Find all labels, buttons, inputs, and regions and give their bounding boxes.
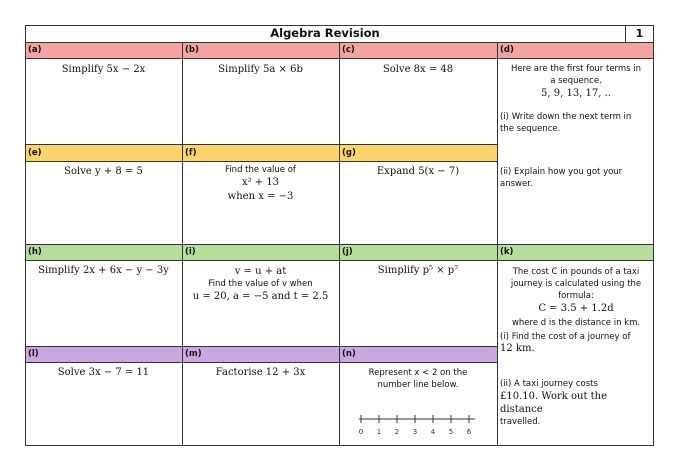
cell-k-label: (k) (500, 247, 514, 257)
page-title: Algebra Revision (270, 26, 380, 40)
cell-n-label: (n) (342, 349, 356, 359)
cell-k-part-i-2: 12 km. (500, 343, 535, 354)
number-line-tick-label: 6 (466, 428, 472, 436)
cell-b-label: (b) (185, 45, 199, 55)
number-line-tick-label: 0 (358, 428, 364, 436)
grid-line (25, 161, 497, 162)
cell-k-part-ii-1: (ii) A taxi journey costs (500, 379, 598, 389)
grid-line (625, 25, 626, 42)
worksheet (25, 25, 654, 446)
cell-m-question: Factorise 12 + 3x (215, 367, 306, 378)
header-band-row-2 (25, 144, 497, 161)
cell-f-line-3: when x = −3 (227, 191, 294, 202)
grid-line (25, 144, 497, 145)
cell-n-question (339, 367, 497, 391)
cell-d-part-i (500, 111, 652, 135)
number-line-tick-label: 4 (430, 428, 436, 436)
number-line-tick-label: 2 (394, 428, 400, 436)
cell-b-question: Simplify 5a × 6b (218, 64, 303, 75)
cell-j-label: (j) (342, 247, 353, 257)
cell-g-question: Expand 5(x − 7) (376, 166, 460, 177)
grid-line (25, 362, 497, 363)
cell-d-part-ii-2: answer. (500, 179, 533, 189)
cell-d-intro-1: Here are the first four terms in (510, 64, 642, 74)
cell-d-sequence: 5, 9, 13, 17, .. (541, 88, 611, 99)
cell-n-line-2: number line below. (377, 380, 459, 390)
cell-f-line-2: x² + 13 (241, 177, 280, 188)
cell-e-label: (e) (28, 148, 42, 158)
grid-line (25, 25, 26, 446)
cell-d-part-ii (500, 166, 652, 190)
number-line-tick-label: 3 (412, 428, 418, 436)
cell-k-line-2: journey is calculated using the (510, 279, 642, 289)
header-band-row-4 (25, 346, 497, 362)
cell-d-label: (d) (500, 45, 514, 55)
cell-f-label: (f) (185, 148, 197, 158)
number-line[interactable] (355, 409, 481, 439)
cell-i-question (182, 265, 339, 303)
cell-i-line-2: Find the value of v when (208, 279, 313, 289)
cell-n-line-1: Represent x < 2 on the (368, 368, 468, 378)
cell-g-label: (g) (342, 148, 356, 158)
cell-e-question: Solve y + 8 = 5 (64, 166, 143, 177)
cell-a-label: (a) (28, 45, 42, 55)
cell-l-label: (l) (28, 349, 39, 359)
cell-k-part-ii-2: £10.10. Work out the distance (500, 391, 608, 415)
cell-k-part-ii-3: travelled. (500, 417, 541, 427)
number-line-tick-label: 5 (448, 428, 454, 436)
cell-d-part-i-2: the sequence. (500, 124, 561, 134)
grid-line (25, 346, 497, 347)
cell-i-line-3: u = 20, a = −5 and t = 2.5 (192, 291, 329, 302)
cell-k-formula: C = 3.5 + 1.2d (538, 303, 614, 314)
cell-d-question (499, 63, 653, 100)
cell-i-label: (i) (185, 247, 196, 257)
cell-k-line-4: where d is the distance in km. (511, 318, 641, 328)
cell-i-line-1: v = u + at (234, 266, 287, 277)
cell-k-part-i-1: (i) Find the cost of a journey of (500, 332, 631, 342)
cell-h-question: Simplify 2x + 6x − y − 3y (38, 265, 169, 276)
cell-c-label: (c) (342, 45, 355, 55)
grid-line (653, 25, 654, 446)
cell-d-intro-2: a sequence. (550, 76, 602, 86)
grid-line (25, 25, 654, 26)
cell-k-line-3: formula: (558, 291, 594, 301)
cell-a-question: Simplify 5x − 2x (61, 64, 146, 75)
cell-k-part-i (500, 331, 652, 355)
cell-j-question: Simplify p⁵ × p⁷ (377, 265, 459, 276)
cell-l-question: Solve 3x − 7 = 11 (57, 367, 150, 378)
cell-f-question (182, 164, 339, 203)
cell-f-line-1: Find the value of (225, 165, 296, 175)
page-number: 1 (635, 27, 644, 40)
cell-k-part-ii (500, 378, 652, 428)
cell-h-label: (h) (28, 247, 42, 257)
cell-d-part-i-1: (i) Write down the next term in (500, 112, 632, 122)
cell-k-question (499, 266, 653, 329)
cell-k-line-1: The cost C in pounds of a taxi (512, 267, 640, 277)
cell-c-question: Solve 8x = 48 (382, 64, 454, 75)
cell-m-label: (m) (185, 349, 202, 359)
cell-d-part-ii-1: (ii) Explain how you got your (500, 167, 623, 177)
number-line-tick-label: 1 (376, 428, 382, 436)
